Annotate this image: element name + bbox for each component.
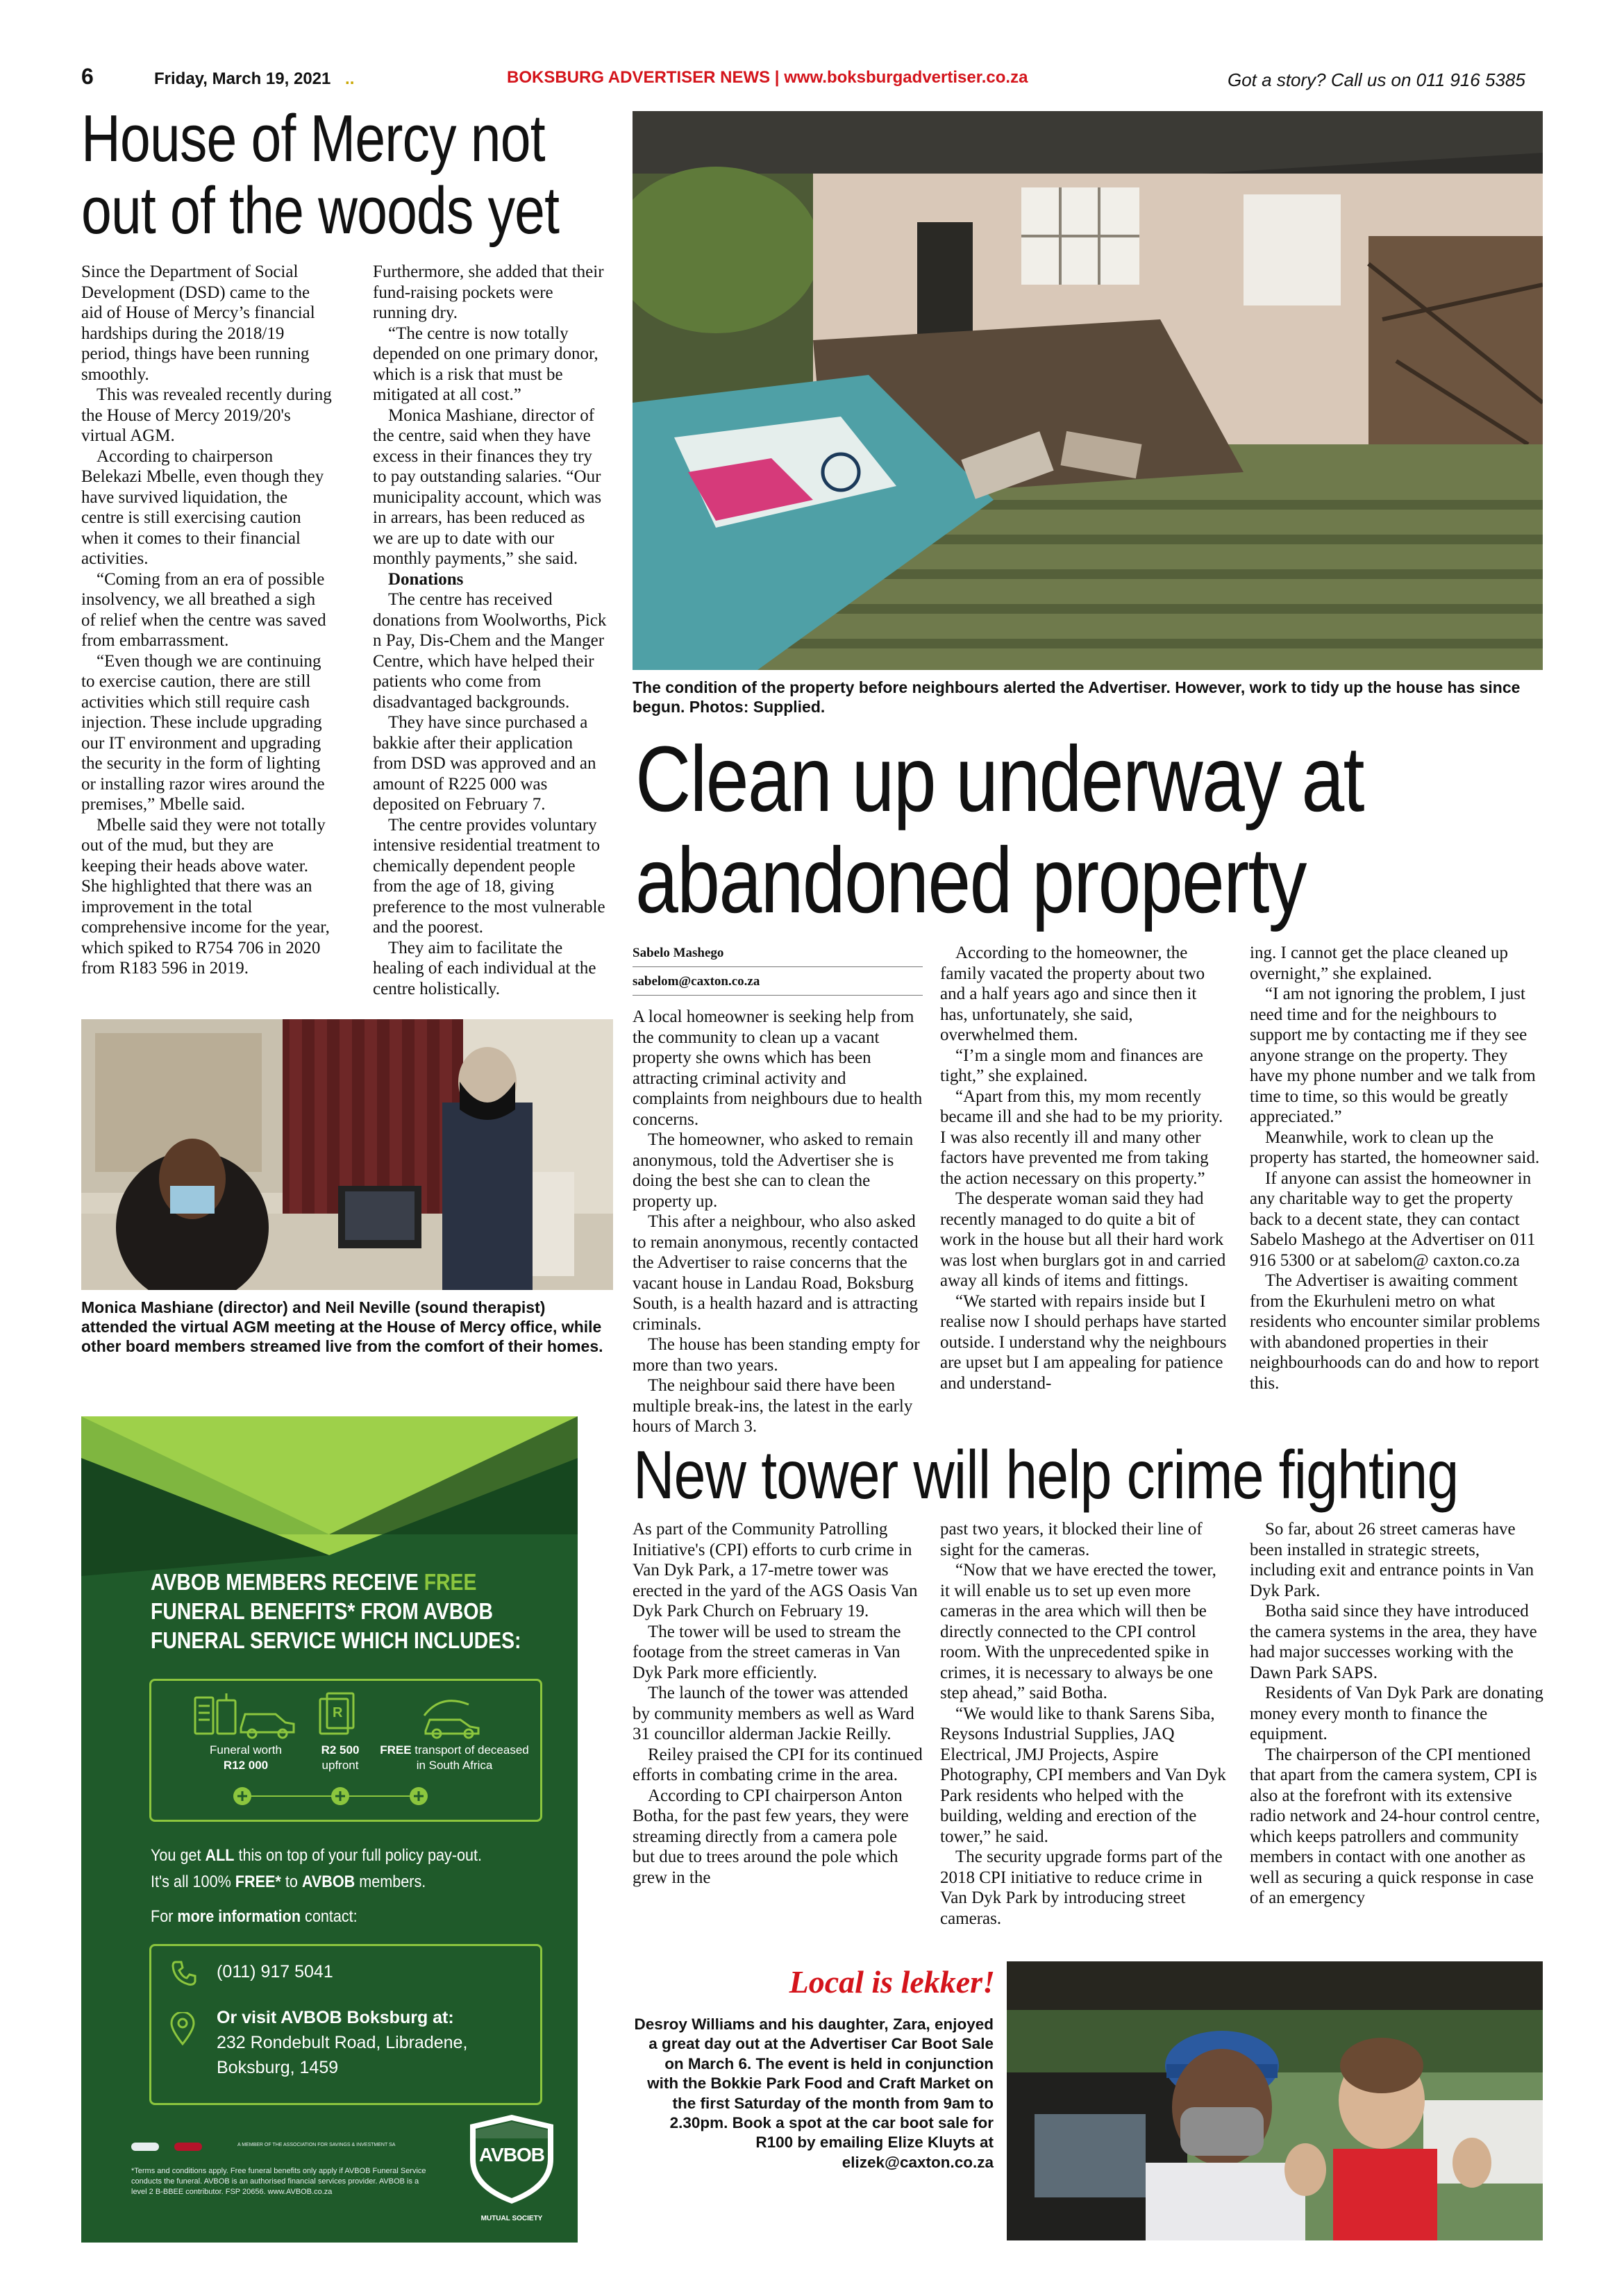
paragraph: The centre provides voluntary intensive residential treatment to chemically dependent people from the age of 18, giving preference to the most vulnerable and the poorest. [373,815,605,937]
ad-address [217,2005,467,2080]
line2-bold1: FREE* [235,1872,281,1891]
paragraph: According to chairperson Belekazi Mbelle, even though they have survived liquidation, the centre is still exercising caution when it comes to their financial activities. [81,446,324,568]
funeral-logo-icon [131,2143,159,2151]
paragraph: They aim to facilitate the healing of each individual at the centre holistically. [373,938,596,998]
local-caption: Desroy Williams and his daughter, Zara, enjoyed a great day out at the Advertiser Car Boot Sale on March 6. The event is held in conjunction with the Bokkie Park Food and Craft Market on the first Saturday of the month from 9am to 2.30pm. Book a spot at the car boot sale for R100 by emailing Elize Kluyts at elizek@caxton.co.za [634,2016,994,2171]
line2-mid: to [281,1872,302,1891]
office-photo-caption: Monica Mashiane (director) and Neil Neville (sound therapist) attended the virtual AGM meeting at the House of Mercy office, while other board members streamed live from the comfort of their homes. [81,1298,603,1355]
hearse-transport-icon [420,1691,483,1739]
ad-address-line2: Boksburg, 1459 [217,2058,339,2077]
plus-icon [330,1786,350,1806]
page-number: 6 [81,64,94,89]
article3-headline: New tower will help crime fighting [633,1436,1459,1513]
paragraph: This was revealed recently during the House of Mercy 2019/20's virtual AGM. [81,385,332,445]
article1-headline-line2: out of the woods yet [81,174,560,248]
ad-headline-pre: AVBOB MEMBERS RECEIVE [151,1569,424,1595]
paragraph: ing. I cannot get the place cleaned up overnight,” she explained. [1250,944,1509,983]
tagline: Got a story? Call us on 011 916 5385 [1228,69,1525,90]
ad-body-text [151,1843,482,1930]
paragraph: The launch of the tower was attended by community members as well as Ward 31 councillor alderman Jackie Reilly. [633,1684,914,1743]
paragraph: “Now that we have erected the tower, it will enable us to set up even more cameras in the area which will then be directly connected to the CPI control room. With the unprecedented spike in crimes, it is necessary to always be one step ahead,” said Botha. [940,1561,1216,1702]
paragraph: “We would like to thank Sarens Siba, Reysons Industrial Supplies, JAQ Electrical, JMJ Projects, Aspire Photography, CPI members and Van Dyk Park residents who helped with the building, welding and erection of the tower,” he said. [940,1704,1226,1846]
paragraph: “Coming from an era of possible insolvency, we all breathed a sigh of relief when the centre was saved from embarrassment. [81,569,326,650]
paragraph: past two years, it blocked their line of sight for the cameras. [940,1520,1203,1559]
paragraph: The centre has received donations from Woolworths, Pick n Pay, Dis-Chem and the Manger Centre, which have helped their patients who come from disadvantaged backgrounds. [373,590,607,712]
ad-headline-line3: FUNERAL SERVICE WHICH INCLUDES: [151,1627,521,1653]
line1-pre: You get [151,1846,206,1865]
paragraph: “Apart from this, my mom recently became ill and she had to be my priority. I was also recently ill and many other factors have prevented me from taking the action necessary on this property.” [940,1087,1223,1188]
paragraph: Botha said since they have introduced the camera systems in the area, they have had major successes working with the Dawn Park SAPS. [1250,1602,1537,1682]
article3-column-2 [940,1519,1228,1929]
ad-headline [151,1568,521,1655]
paragraph: Residents of Van Dyk Park are donating money every month to finance the equipment. [1250,1684,1543,1743]
avbob-logo-sub: MUTUAL SOCIETY [480,2215,543,2222]
date-dots: .. [345,69,355,88]
paragraph: “I am not ignoring the problem, I just need time and for the neighbours to support me by contacting me if they see anyone strange on the property. They have my phone number and we talk from time to time, so this would be greatly appreciated.” [1250,984,1536,1126]
benefit-transport [376,1743,533,1773]
paragraph: The tower will be used to stream the footage from the street cameras in Van Dyk Park more efficiently. [633,1622,901,1682]
paragraph: So far, about 26 street cameras have been installed in strategic streets, including exit and entrance points in Van Dyk Park. [1250,1520,1534,1600]
byline: Sabelo Mashego [633,946,724,960]
line1-post: this on top of your full policy pay-out. [234,1846,483,1865]
subhead-donations: Donations [388,569,464,589]
paragraph: “I’m a single mom and finances are tight,” she explained. [940,1046,1203,1085]
paragraph: Meanwhile, work to clean up the property has started, the homeowner said. [1250,1128,1540,1167]
paragraph: A local homeowner is seeking help from the community to clean up a vacant property she owns which has been attracting criminal activity and complaints from neighbours due to health concerns. [633,1007,923,1129]
paragraph: The house has been standing empty for more than two years. [633,1335,920,1375]
plus-icon [409,1786,428,1806]
cash-icon [316,1691,358,1739]
issue-date [154,69,354,89]
benefit-funeral-value: R12 000 [223,1759,269,1772]
article3-column-3 [1250,1519,1544,1909]
paragraph: Since the Department of Social Development (DSD) came to the aid of House of Mercy’s financial hardships during the 2018/19 period, things have been running smoothly. [81,262,315,384]
svg-text:R: R [333,1705,343,1720]
benefit-transport-label2: in South Africa [416,1759,493,1772]
article2-column-2 [940,943,1228,1393]
line2-pre: It's all 100% [151,1872,235,1891]
ad-headline-line2: FUNERAL BENEFITS* FROM AVBOB [151,1598,493,1624]
article1-column-2 [373,262,608,999]
paragraph: Reiley praised the CPI for its continued efforts in combating crime in the area. [633,1745,923,1784]
benefit-transport-label: transport of deceased [411,1743,529,1757]
ad-phone[interactable]: (011) 917 5041 [217,1962,333,1981]
avbob-logo-text: AVBOB [478,2144,545,2165]
article2-headline-line2: abandoned property [635,829,1306,932]
paragraph: The neighbour said there have been multiple break-ins, the latest in the early hours of March 3. [633,1376,913,1436]
issue-date-text: Friday, March 19, 2021 [154,69,331,88]
article2-headline-line1: Clean up underway at [635,728,1364,831]
ad-headline-free: FREE [424,1569,477,1595]
asisa-logos [131,2142,235,2152]
paragraph: The desperate woman said they had recently managed to do quite a bit of work in the house but all their hard work was lost when burglars got in and carried away all kinds of items and fittings. [940,1189,1226,1290]
line3-bold: more information [177,1907,301,1926]
paragraph: If anyone can assist the homeowner in any charitable way to get the property back to a decent state, they can contact Sabelo Mashego at the Advertiser on 011 916 5300 or at sabelom@ caxton.co.za [1250,1168,1536,1270]
line2-post: members. [355,1872,426,1891]
paragraph: As part of the Community Patrolling Initiative's (CPI) efforts to curb crime in Van Dyk Park, a 17-metre tower was erected in the yard of the AGS Oasis Van Dyk Park Church on February 19. [633,1520,918,1620]
asisa-logo-icon [174,2143,202,2151]
benefit-upfront-label: upfront [321,1759,359,1772]
local-title: Local is lekker! [789,1964,995,2000]
paragraph: They have since purchased a bakkie after their application from DSD was approved and an amount of R225 000 was deposited on February 7. [373,713,596,814]
benefit-upfront [302,1743,378,1773]
coffin-icon [192,1691,296,1739]
car-boot-photo [1007,1961,1543,2240]
fine-print-3: level 2 B-BBEE contributor. FSP 20656. www.AVBOB.co.za [131,2188,333,2196]
office-photo [81,1019,613,1290]
benefit-transport-free: FREE [380,1743,412,1757]
benefit-funeral [194,1743,298,1773]
fine-print-1: *Terms and conditions apply. Free funeral benefits only apply if AVBOB Funeral Service [131,2167,426,2175]
line2-bold2: AVBOB [301,1872,355,1891]
location-pin-icon [170,2012,195,2045]
ad-visit: Or visit AVBOB Boksburg at: [217,2008,454,2027]
article1-headline-line1: House of Mercy not [81,101,545,176]
paragraph: “The centre is now totally depended on one primary donor, which is a risk that must be mitigated at all cost.” [373,324,598,404]
article3-column-1 [633,1519,923,1888]
paragraph: According to the homeowner, the family vacated the property about two and a half years ago and since then it has, unfortunately, she said, overwhelmed them. [940,944,1205,1044]
line1-bold: ALL [205,1846,235,1865]
avbob-ad [81,1416,578,2243]
line3-post: contact: [301,1907,358,1926]
paragraph: Monica Mashiane, director of the centre, said when they have excess in their finances they try to pay outstanding salaries. “Our municipality account, which was in arrears, has been reduced as we are up to date with our monthly payments,” she said. [373,405,602,568]
paragraph: “Even though we are continuing to exercise caution, there are still activities which still require cash injection. These include upgrading our IT environment and upgrading the security in the form of lighting or installing razor wires around the premises,” Mbelle said. [81,651,325,814]
paragraph: The chairperson of the CPI mentioned that apart from the camera system, CPI is also at the forefront with its extensive radio network and 24-hour control centre, which keeps patrollers and community members in contact with one another as well as securing a quick response in case of an emergency [1250,1745,1540,1907]
property-photo [633,111,1543,670]
paper-name: BOKSBURG ADVERTISER NEWS | www.boksburgadvertiser.co.za [507,68,1028,87]
line3-pre: For [151,1907,178,1926]
paragraph: The Advertiser is awaiting comment from the Ekurhuleni metro on what residents who encounter similar problems with abandoned properties in their neighbourhoods can do and how to report this. [1250,1271,1540,1393]
article2-column-1 [633,943,923,1437]
fine-print-2: conducts the funeral. AVBOB is an authorised financial services provider. AVBOB is a [131,2177,419,2186]
plus-icon [233,1786,252,1806]
paragraph: Mbelle said they were not totally out of the mud, but they are keeping their heads above water. She highlighted that there was an improvement in the total comprehensive income for the year, which spiked to R754 706 in 2020 from R183 596 in 2019. [81,815,330,978]
asisa-text: A MEMBER OF THE ASSOCIATION FOR SAVINGS & INVESTMENT SA [237,2143,396,2147]
byline-email: sabelom@caxton.co.za [633,974,760,989]
benefit-upfront-value: R2 500 [321,1743,360,1757]
paragraph: The homeowner, who asked to remain anonymous, told the Advertiser she is doing the best she can to clean the property up. [633,1130,914,1211]
article1-column-1 [81,262,333,979]
ad-fine-print [131,2166,426,2197]
article2-column-3 [1250,943,1544,1393]
property-photo-caption: The condition of the property before neighbours alerted the Advertiser. However, work to tidy up the house has since begun. Photos: Supplied. [633,678,1521,716]
ad-address-line1: 232 Rondebult Road, Libradene, [217,2033,468,2052]
phone-icon [170,1959,198,1987]
benefit-funeral-label: Funeral worth [210,1743,282,1757]
ad-chevron-graphic [81,1416,578,1576]
paragraph: “We started with repairs inside but I realise now I should perhaps have started outside. I understand why the neighbours are upset but I am appealing for patience and understand- [940,1291,1227,1393]
paragraph: According to CPI chairperson Anton Botha, for the past few years, they were streaming directly from a camera pole but due to trees around the pole which grew in the [633,1786,909,1887]
paragraph: Furthermore, she added that their fund-raising pockets were running dry. [373,262,604,322]
paragraph: The security upgrade forms part of the 2018 CPI initiative to reduce crime in Van Dyk Park by introducing street cameras. [940,1847,1223,1928]
paragraph: This after a neighbour, who also asked to remain anonymous, recently contacted the Advertiser to raise concerns that the vacant house in Landau Road, Boksburg South, is a health hazard and is attracting criminals. [633,1212,919,1334]
